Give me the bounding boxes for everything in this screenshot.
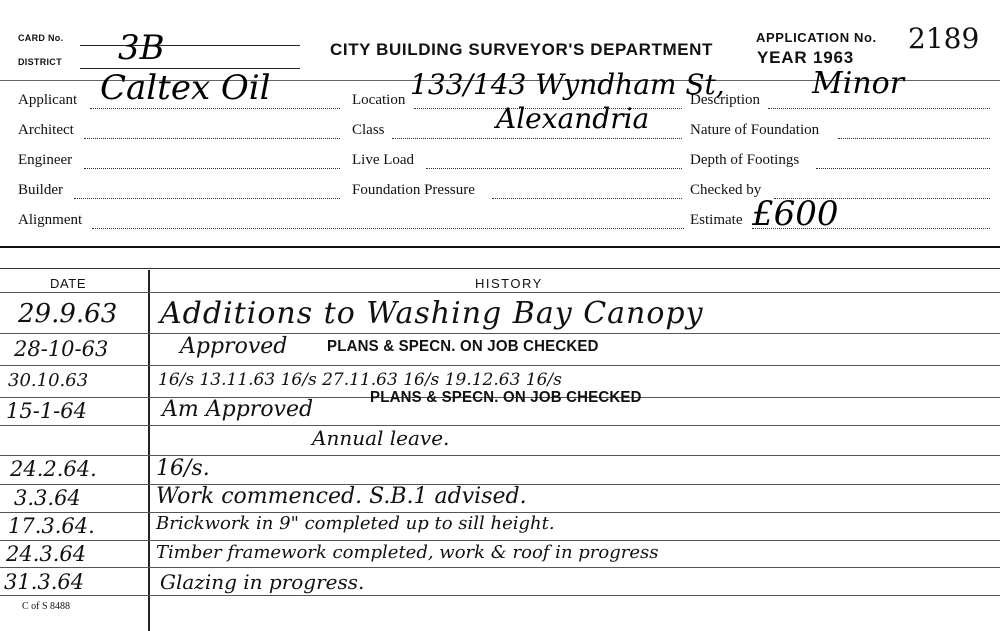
history-row-0-text: Additions to Washing Bay Canopy <box>160 296 704 331</box>
architect-dots <box>84 138 340 139</box>
form-number: C of S 8488 <box>22 601 71 612</box>
application-no-label: APPLICATION No. <box>756 30 877 45</box>
location-label: Location <box>352 92 406 108</box>
row-line-0 <box>0 292 1000 293</box>
applicant-value: Caltex Oil <box>100 68 271 108</box>
history-row-1-text: Approved <box>180 334 288 359</box>
checked-by-label: Checked by <box>690 182 762 198</box>
history-row-6-date: 3.3.64 <box>14 486 81 510</box>
row-line-1 <box>0 333 1000 334</box>
history-row-8-date: 24.3.64 <box>6 542 87 566</box>
estimate-label: Estimate <box>690 212 743 228</box>
district-value: 3B <box>118 28 165 68</box>
class-dots <box>392 138 682 139</box>
history-row-7-text: Brickwork in 9" completed up to sill height. <box>156 513 555 534</box>
history-row-2-text: 16/s 13.11.63 16/s 27.11.63 16/s 19.12.63 16/s <box>158 370 562 390</box>
date-column-header: DATE <box>50 276 87 291</box>
location-value-line1: 133/143 Wyndham St, <box>410 68 725 101</box>
nature-of-foundation-dots <box>838 138 990 139</box>
history-top-rule <box>0 246 1000 248</box>
column-divider <box>148 270 150 631</box>
history-row-5-date: 24.2.64. <box>10 457 97 481</box>
description-label: Description <box>690 92 760 108</box>
builder-dots <box>74 198 340 199</box>
depth-of-footings-dots <box>816 168 990 169</box>
application-no-value: 2189 <box>908 22 980 55</box>
history-row-3-stamp: PLANS & SPECN. ON JOB CHECKED <box>370 388 642 407</box>
history-row-9-text: Glazing in progress. <box>160 570 365 594</box>
card-no-line <box>80 45 300 46</box>
history-row-3-date: 15-1-64 <box>6 399 87 423</box>
foundation-pressure-label: Foundation Pressure <box>352 182 475 198</box>
live-load-dots <box>426 168 682 169</box>
department-title: CITY BUILDING SURVEYOR'S DEPARTMENT <box>330 40 714 59</box>
history-row-2-date: 30.10.63 <box>8 370 89 391</box>
nature-of-foundation-label: Nature of Foundation <box>690 122 820 138</box>
history-column-header: HISTORY <box>475 276 543 291</box>
architect-label: Architect <box>18 122 74 138</box>
row-line-2 <box>0 365 1000 366</box>
history-row-3-text: Am Approved <box>162 397 314 422</box>
location-value-line2: Alexandria <box>496 102 650 135</box>
history-row-7-date: 17.3.64. <box>8 514 95 538</box>
year-label: YEAR 1963 <box>757 48 854 67</box>
applicant-label: Applicant <box>18 92 78 108</box>
card-no-label: CARD No. <box>18 33 64 43</box>
district-label: DISTRICT <box>18 57 62 67</box>
row-line-5 <box>0 455 1000 456</box>
history-header-rule <box>0 268 1000 269</box>
history-row-6-text: Work commenced. S.B.1 advised. <box>156 484 527 509</box>
row-line-4 <box>0 425 1000 426</box>
row-line-10 <box>0 595 1000 596</box>
history-row-9-date: 31.3.64 <box>4 570 85 594</box>
depth-of-footings-label: Depth of Footings <box>690 152 800 168</box>
history-row-0-date: 29.9.63 <box>18 299 118 329</box>
history-row-1-stamp: PLANS & SPECN. ON JOB CHECKED <box>327 337 599 356</box>
history-row-4-text: Annual leave. <box>312 426 450 450</box>
history-row-5-text: 16/s. <box>156 456 210 481</box>
history-row-8-text: Timber framework completed, work & roof in progress <box>156 542 659 563</box>
estimate-value: £600 <box>752 194 839 234</box>
live-load-label: Live Load <box>352 152 415 168</box>
alignment-label: Alignment <box>18 212 83 228</box>
applicant-dots <box>90 108 340 109</box>
description-dots <box>768 108 990 109</box>
builder-label: Builder <box>18 182 63 198</box>
engineer-label: Engineer <box>18 152 73 168</box>
engineer-dots <box>84 168 340 169</box>
class-label: Class <box>352 122 385 138</box>
foundation-pressure-dots <box>492 198 682 199</box>
row-line-9 <box>0 567 1000 568</box>
history-row-1-date: 28-10-63 <box>14 337 109 361</box>
alignment-dots <box>92 228 684 229</box>
description-value: Minor <box>812 66 905 101</box>
row-line-8 <box>0 540 1000 541</box>
